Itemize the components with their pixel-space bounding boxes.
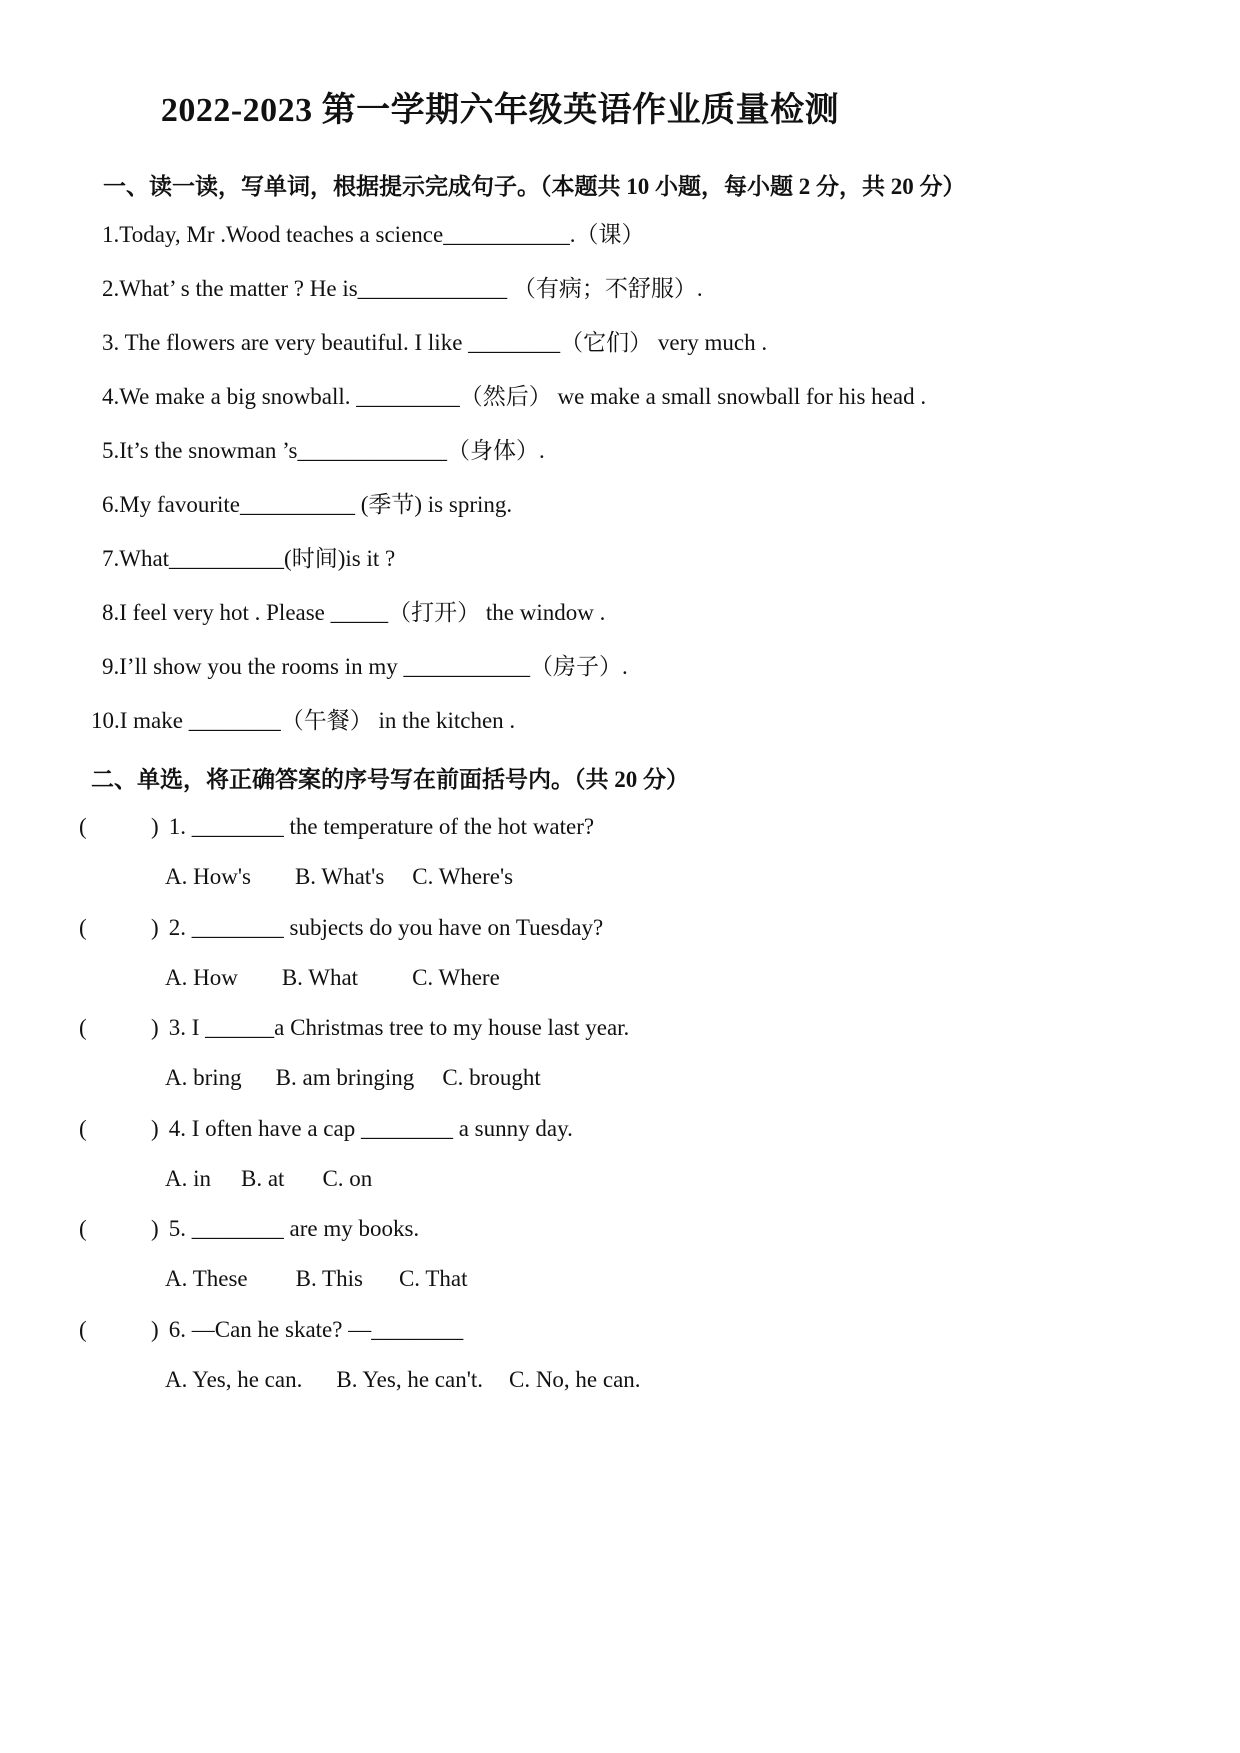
fill-question-3: 3. The flowers are very beautiful. I like ________（它们） very much . (102, 330, 768, 355)
answer-paren-open: ( (79, 1317, 87, 1342)
fill-question-4: 4.We make a big snowball. _________（然后） we make a small snowball for his head . (102, 384, 927, 409)
answer-paren-open: ( (79, 915, 87, 940)
section-2-heading: 二、单选，将正确答案的序号写在前面括号内。（共 20 分） (91, 767, 689, 792)
mc-question-5 (79, 1214, 419, 1244)
option-b: B. at (241, 1166, 285, 1191)
fill-question-7: 7.What__________(时间)is it ? (102, 546, 396, 571)
mc-question-3 (79, 1013, 629, 1043)
option-b: B. am bringing (275, 1065, 415, 1090)
fill-question-2: 2.What’ s the matter ? He is_____________ （有病；不舒服）. (102, 276, 703, 301)
section-1-heading: 一、读一读，写单词，根据提示完成句子。（本题共 10 小题，每小题 2 分，共 20 分） (103, 174, 966, 199)
option-a: A. Yes, he can. (165, 1367, 303, 1392)
fill-question-8: 8.I feel very hot . Please _____（打开） the window . (102, 600, 606, 625)
mc-question-stem: 2. ________ subjects do you have on Tuesday? (168, 915, 604, 940)
answer-paren-open: ( (79, 1216, 87, 1241)
option-a: A. How (165, 965, 238, 990)
mc-question-stem: 3. I ______a Christmas tree to my house last year. (168, 1015, 630, 1040)
mc-question-4 (79, 1114, 573, 1144)
mc-question-stem: 4. I often have a cap ________ a sunny day. (168, 1116, 573, 1141)
fill-question-5: 5.It’s the snowman ’s_____________（身体）. (102, 438, 545, 463)
mc-options-1 (165, 862, 513, 892)
answer-paren-close: ) (151, 814, 159, 839)
mc-question-6 (79, 1315, 463, 1345)
mc-question-stem: 1. ________ the temperature of the hot water? (168, 814, 595, 839)
answer-paren-close: ) (151, 1216, 159, 1241)
option-a: A. bring (165, 1065, 242, 1090)
option-c: C. That (398, 1266, 468, 1291)
mc-question-2 (79, 913, 603, 943)
option-c: C. No, he can. (508, 1367, 641, 1392)
mc-options-6 (165, 1365, 641, 1395)
answer-paren-open: ( (79, 814, 87, 839)
answer-paren-close: ) (151, 1015, 159, 1040)
option-b: B. What (281, 965, 359, 990)
mc-options-2 (165, 963, 500, 993)
page-title: 2022-2023 第一学期六年级英语作业质量检测 (160, 92, 840, 129)
answer-paren-open: ( (79, 1116, 87, 1141)
mc-question-1 (79, 812, 594, 842)
fill-question-9: 9.I’ll show you the rooms in my ___________（房子）. (102, 654, 628, 679)
answer-paren-close: ) (151, 1116, 159, 1141)
option-b: B. This (295, 1266, 363, 1291)
mc-options-5 (165, 1264, 468, 1294)
option-c: C. Where's (412, 864, 514, 889)
fill-question-6: 6.My favourite__________ (季节) is spring. (102, 492, 513, 517)
mc-options-3 (165, 1063, 541, 1093)
option-b: B. What's (294, 864, 385, 889)
answer-paren-close: ) (151, 915, 159, 940)
option-a: A. in (165, 1166, 211, 1191)
mc-question-stem: 6. —Can he skate? —________ (168, 1317, 464, 1342)
answer-paren-open: ( (79, 1015, 87, 1040)
option-c: C. Where (412, 965, 500, 990)
mc-options-4 (165, 1164, 372, 1194)
fill-question-1: 1.Today, Mr .Wood teaches a science___________.（课） (102, 222, 645, 247)
mc-question-stem: 5. ________ are my books. (168, 1216, 420, 1241)
fill-question-10: 10.I make ________（午餐） in the kitchen . (91, 708, 516, 733)
option-c: C. on (322, 1166, 373, 1191)
answer-paren-close: ) (151, 1317, 159, 1342)
option-a: A. How's (165, 864, 251, 889)
option-a: A. These (165, 1266, 248, 1291)
option-b: B. Yes, he can't. (336, 1367, 483, 1392)
option-c: C. brought (442, 1065, 541, 1090)
